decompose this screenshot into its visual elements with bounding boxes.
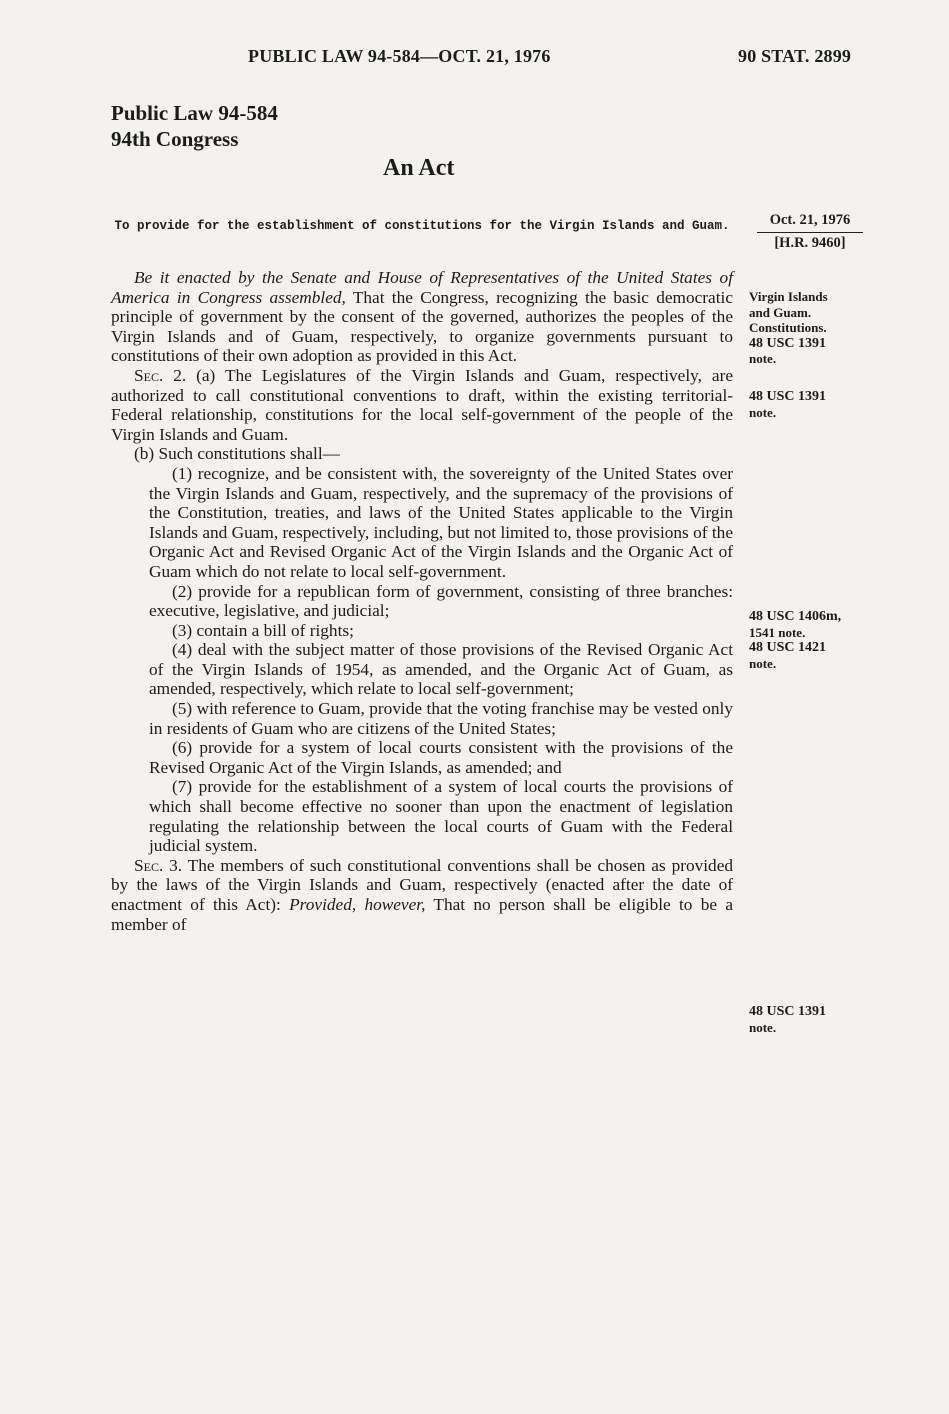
list-item: (6) provide for a system of local courts consistent with the provisions of the Revised Organic Act of the Virgin Islands, as amended; and	[149, 738, 733, 777]
list-item: (5) with reference to Guam, provide that the voting franchise may be vested only in residents of Guam who are citizens of the United States;	[149, 699, 733, 738]
running-head-title: PUBLIC LAW 94-584—OCT. 21, 1976	[248, 46, 551, 66]
list-item: (1) recognize, and be consistent with, the sovereignty of the United States over the Virgin Islands and Guam, respectively, and the supremacy of the provisions of the Constitution, treaties, and laws of the United States applicable to the Virgin Islands and Guam, respectively, including, but not limited to, those provisions of the Organic Act and Revised Organic Act of the Virgin Islands and the Organic Act of Guam which do not relate to local self-government.	[149, 463, 733, 581]
margin-note-line: 48 USC 1391	[749, 389, 827, 404]
section-3	[111, 856, 733, 934]
margin-note-line: and Guam.	[749, 304, 812, 320]
public-law-number: Public Law 94-584	[111, 101, 278, 125]
enacting-formula: Be it enacted by the Senate and House of Representatives of the United States of America in Congress assembled,	[111, 268, 733, 307]
margin-note-line: Constitutions.	[749, 320, 827, 335]
enacting-clause	[111, 268, 733, 366]
section-2-label: Sec. 2.	[134, 365, 187, 385]
bill-number: [H.R. 9460]	[774, 235, 846, 251]
list-item: (4) deal with the subject matter of those provisions of the Revised Organic Act of the Virgin Islands of 1954, as amended, and the Organic Act of Guam, as amended, respectively, which relate to local self-government;	[149, 640, 733, 699]
section-2-a	[111, 366, 733, 444]
act-title: An Act	[383, 155, 455, 181]
section-1-text: That the Congress, recognizing the basic democratic principle of government by the consent of the governed, authorizes the peoples of the Virgin Islands and of Guam, respectively, to organize governments pursuant to constitutions of their own adoption as provided in this Act.	[111, 287, 733, 366]
margin-note-line: 1541 note.	[749, 624, 806, 640]
act-purpose: To provide for the establishment of constitutions for the Virgin Islands and Guam.	[114, 219, 730, 233]
section-3-text-end: That no person shall be eligible to be a member of	[111, 895, 733, 934]
margin-note-line: Virgin Islands	[749, 289, 828, 304]
congress-number: 94th Congress	[111, 127, 239, 151]
margin-note-sec2	[749, 389, 869, 420]
margin-note-line: 48 USC 1406m,	[749, 609, 842, 624]
margin-note-line: 48 USC 1421	[749, 640, 827, 655]
section-2-b: (b) Such constitutions shall—	[134, 444, 340, 464]
list-item: (7) provide for the establishment of a system of local courts the provisions of which shall become effective no sooner than upon the enactment of legislation regulating the relationship between the local courts of Guam with the Federal judicial system.	[149, 777, 733, 856]
law-identifier	[111, 100, 278, 152]
section-2-a-text: (a) The Legislatures of the Virgin Islands and Guam, respectively, are authorized to call constitutional conventions to draft, within the existing territorial-Federal relationship, constitutions for the local self-government of the people of the Virgin Islands and Guam.	[111, 365, 734, 444]
margin-note-items	[749, 609, 869, 671]
section-3-text: The members of such constitutional conventions shall be chosen as provided by the laws of the Virgin Islands and Guam, respectively (enacted after the date of enactment of this Act):	[111, 855, 733, 914]
margin-note-line: 48 USC 1391	[749, 1004, 827, 1019]
proviso: Provided, however,	[280, 895, 426, 914]
margin-note-line: note.	[749, 1019, 777, 1035]
running-head	[0, 46, 949, 70]
margin-note-constitutions	[749, 289, 869, 367]
margin-note-line: 48 USC 1391	[749, 335, 827, 351]
margin-note-line: note.	[749, 404, 777, 420]
margin-note-line: note.	[749, 655, 777, 671]
statute-page-number: 90 STAT. 2899	[738, 46, 852, 66]
margin-note-sec3	[749, 1004, 869, 1035]
section-3-label: Sec. 3.	[134, 855, 183, 875]
act-body	[111, 268, 733, 934]
enactment-date: Oct. 21, 1976	[757, 210, 863, 233]
margin-note-line: note.	[749, 351, 777, 366]
date-block	[757, 210, 863, 254]
list-item: (3) contain a bill of rights;	[172, 620, 354, 640]
list-item: (2) provide for a republican form of government, consisting of three branches: executive, legislative, and judicial;	[149, 581, 733, 621]
